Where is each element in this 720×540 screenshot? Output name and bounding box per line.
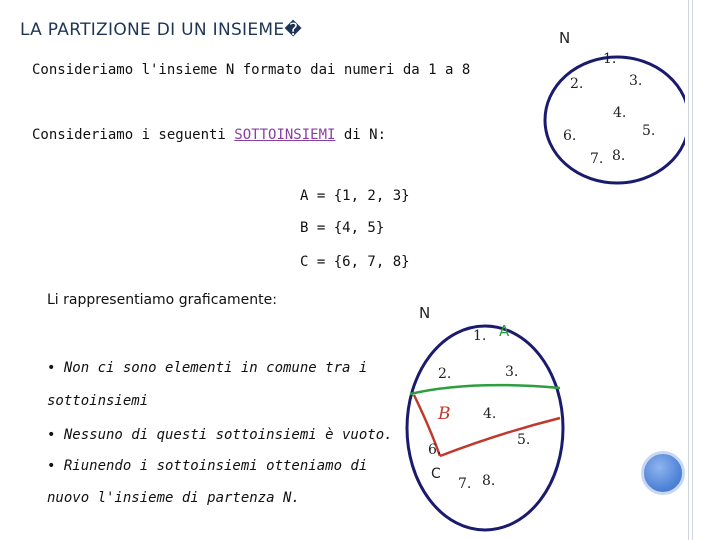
partition-element-6: 6. bbox=[428, 442, 442, 458]
subset-c-label: C bbox=[431, 466, 441, 482]
partition-element-7: 7. bbox=[458, 476, 472, 492]
divider-a-line bbox=[410, 385, 560, 394]
subset-b-label: B bbox=[438, 404, 451, 424]
partition-element-8: 8. bbox=[482, 473, 496, 489]
element-6: 6. bbox=[563, 128, 577, 144]
element-7: 7. bbox=[590, 151, 604, 167]
set-b-definition: B = {4, 5} bbox=[300, 220, 385, 236]
subset-a-label: A bbox=[499, 322, 510, 340]
subsets-line-post: di N: bbox=[335, 127, 387, 143]
represent-label: Li rappresentiamo graficamente: bbox=[47, 292, 277, 308]
bullet-no-common-line1: • Non ci sono elementi in comune tra i bbox=[47, 360, 368, 376]
element-8: 8. bbox=[612, 148, 626, 164]
subsets-link[interactable]: SOTTOINSIEMI bbox=[234, 127, 336, 143]
element-2: 2. bbox=[570, 76, 584, 92]
set-n-label: N bbox=[559, 29, 571, 47]
element-1: 1. bbox=[603, 51, 617, 67]
slide-decoration-circle bbox=[641, 451, 685, 495]
partition-element-4: 4. bbox=[483, 406, 497, 422]
subsets-line bbox=[32, 127, 386, 143]
partition-diagram bbox=[400, 298, 570, 538]
bullet-no-common-line2: sottoinsiemi bbox=[47, 393, 149, 409]
set-c-definition: C = {6, 7, 8} bbox=[300, 254, 410, 270]
intro-line: Consideriamo l'insieme N formato dai numeri da 1 a 8 bbox=[32, 62, 471, 78]
slide-title: LA PARTIZIONE DI UN INSIEME� bbox=[20, 20, 303, 40]
partition-element-3: 3. bbox=[505, 364, 519, 380]
element-3: 3. bbox=[629, 73, 643, 89]
bullet-union-line2: nuovo l'insieme di partenza N. bbox=[47, 490, 300, 506]
set-a-definition: A = {1, 2, 3} bbox=[300, 188, 410, 204]
slide-border-left bbox=[688, 0, 689, 540]
bullet-union-line1: • Riunendo i sottoinsiemi otteniamo di bbox=[47, 458, 368, 474]
element-4: 4. bbox=[613, 105, 627, 121]
partition-element-5: 5. bbox=[517, 432, 531, 448]
subsets-line-pre: Consideriamo i seguenti bbox=[32, 127, 235, 143]
partition-ellipse bbox=[407, 326, 563, 530]
partition-element-2: 2. bbox=[438, 366, 452, 382]
partition-element-1: 1. bbox=[473, 328, 487, 344]
element-5: 5. bbox=[642, 123, 656, 139]
slide-border-right bbox=[692, 0, 693, 540]
set-n-diagram bbox=[535, 25, 685, 190]
partition-n-label: N bbox=[419, 304, 431, 322]
bullet-not-empty: • Nessuno di questi sottoinsiemi è vuoto. bbox=[47, 427, 393, 443]
